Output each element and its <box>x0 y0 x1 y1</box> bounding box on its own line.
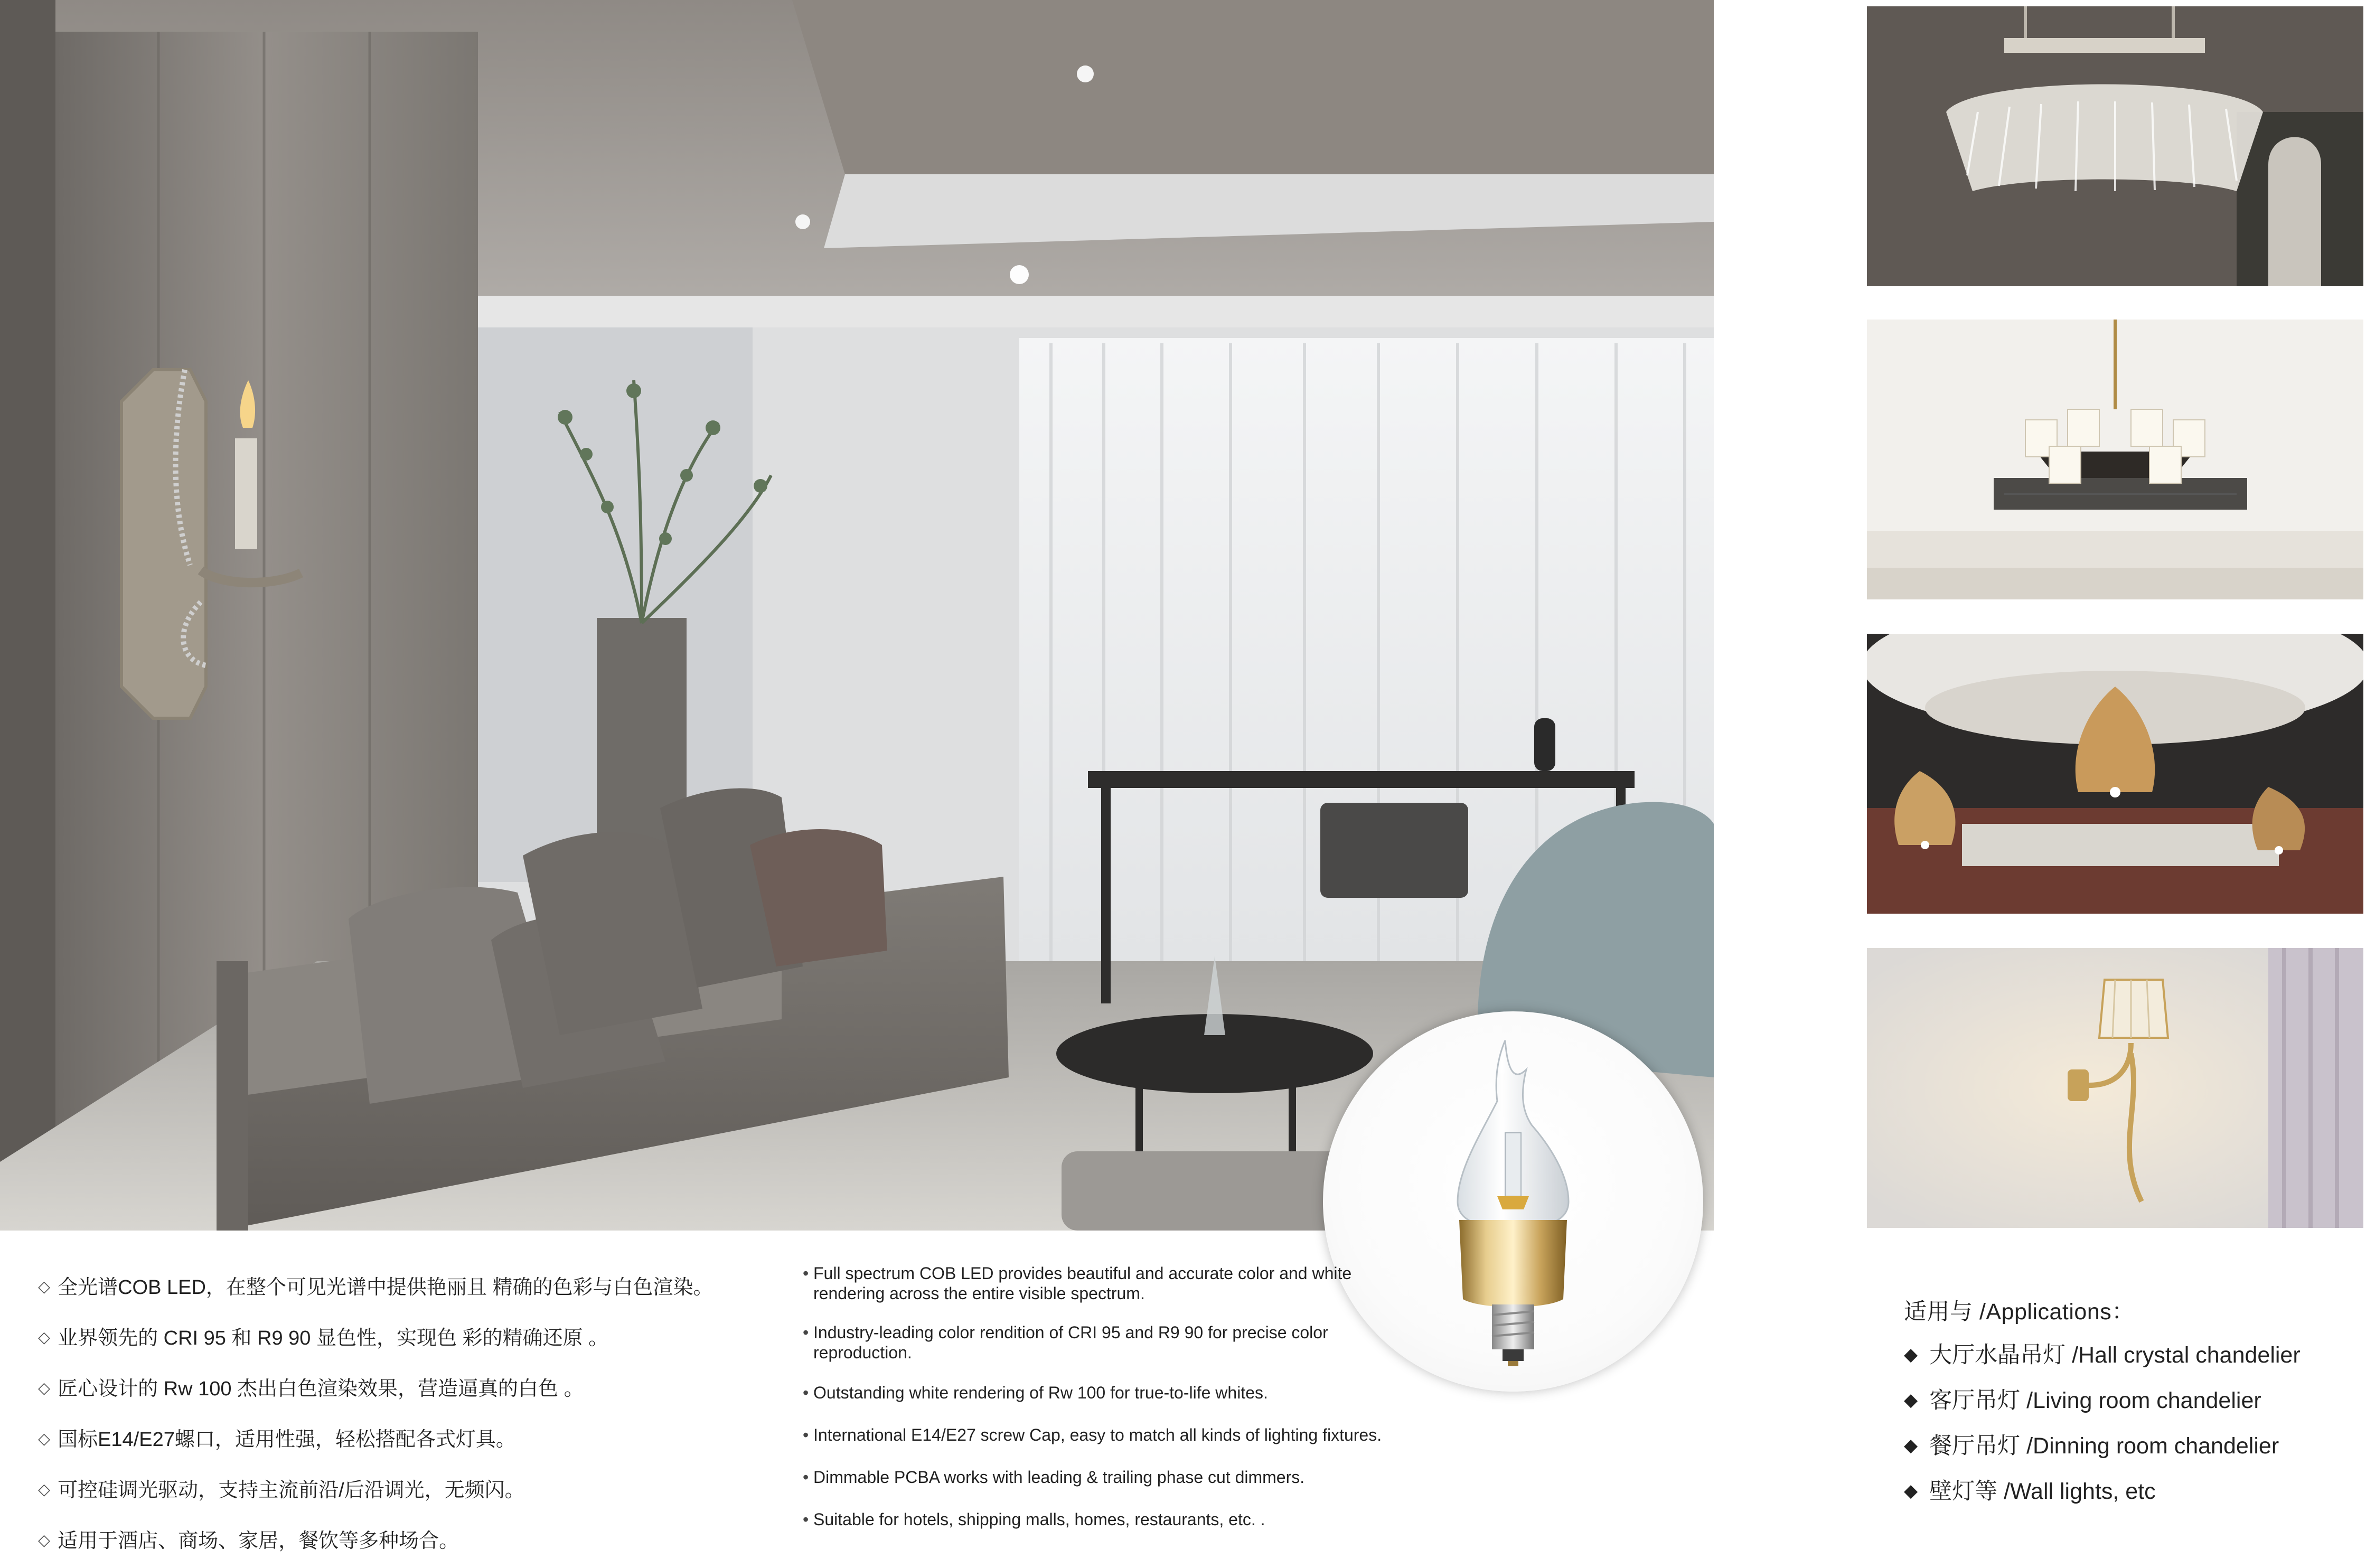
feature-cn-item: ◇ 业界领先的 CRI 95 和 R9 90 显色性，实现色 彩的精确还原 。 <box>38 1327 609 1349</box>
feature-cn-item: ◇ 全光谱COB LED，在整个可见光谱中提供艳丽且 精确的色彩与白色渲染。 <box>38 1276 713 1299</box>
living-room-chandelier-photo <box>1867 320 2363 599</box>
feature-en-item: • Outstanding white rendering of Rw 100 for true-to-life whites. <box>803 1383 1268 1402</box>
application-item: ◆ 餐厅吊灯 /Dinning room chandelier <box>1904 1433 2279 1459</box>
dining-room-chandelier-photo <box>1867 634 2363 914</box>
diamond-filled-icon: ◆ <box>1904 1481 1918 1501</box>
bullet-dot-icon: • <box>803 1425 809 1444</box>
feature-en-item: • Full spectrum COB LED provides beautiful and accurate color and white rendering across the entire visible spectrum. <box>803 1264 1352 1303</box>
diamond-filled-icon: ◆ <box>1904 1435 1918 1456</box>
diamond-outline-icon: ◇ <box>38 1532 51 1549</box>
diamond-outline-icon: ◇ <box>38 1278 51 1295</box>
wall-light-photo <box>1867 948 2363 1228</box>
application-item: ◆ 壁灯等 /Wall lights, etc <box>1904 1479 2156 1504</box>
feature-cn-item: ◇ 国标E14/E27螺口，适用性强，轻松搭配各式灯具。 <box>38 1429 516 1451</box>
bullet-dot-icon: • <box>803 1264 809 1283</box>
diamond-outline-icon: ◇ <box>38 1430 51 1448</box>
diamond-outline-icon: ◇ <box>38 1481 51 1498</box>
diamond-filled-icon: ◆ <box>1904 1390 1918 1410</box>
bullet-dot-icon: • <box>803 1323 809 1342</box>
feature-en-item: • Suitable for hotels, shipping malls, homes, restaurants, etc. . <box>803 1510 1265 1529</box>
hall-crystal-chandelier-photo <box>1867 6 2363 286</box>
feature-en-item: • International E14/E27 screw Cap, easy to match all kinds of lighting fixtures. <box>803 1425 1382 1444</box>
feature-en-item: • Industry-leading color rendition of CRI 95 and R9 90 for precise color reproduction. <box>803 1323 1328 1362</box>
diamond-filled-icon: ◆ <box>1904 1345 1918 1365</box>
diamond-outline-icon: ◇ <box>38 1329 51 1346</box>
features-en-list <box>803 1263 1394 1529</box>
bullet-dot-icon: • <box>803 1468 809 1487</box>
bullet-dot-icon: • <box>803 1510 809 1529</box>
application-item: ◆ 客厅吊灯 /Living room chandelier <box>1904 1388 2261 1413</box>
feature-cn-item: ◇ 匠心设计的 Rw 100 杰出白色渲染效果，营造逼真的白色 。 <box>38 1378 584 1400</box>
feature-cn-item: ◇ 可控硅调光驱动，支持主流前沿/后沿调光，无频闪。 <box>38 1479 525 1501</box>
bullet-dot-icon: • <box>803 1383 809 1402</box>
diamond-outline-icon: ◇ <box>38 1379 51 1397</box>
feature-en-item: • Dimmable PCBA works with leading & trailing phase cut dimmers. <box>803 1468 1305 1487</box>
features-cn-list <box>38 1262 830 1566</box>
applications-list <box>1904 1334 2301 1515</box>
applications-title: 适用与 /Applications： <box>1904 1299 2135 1325</box>
application-item: ◆ 大厅水晶吊灯 /Hall crystal chandelier <box>1904 1342 2301 1368</box>
feature-cn-item: ◇ 适用于酒店、商场、家居，餐饮等多种场合。 <box>38 1530 459 1552</box>
